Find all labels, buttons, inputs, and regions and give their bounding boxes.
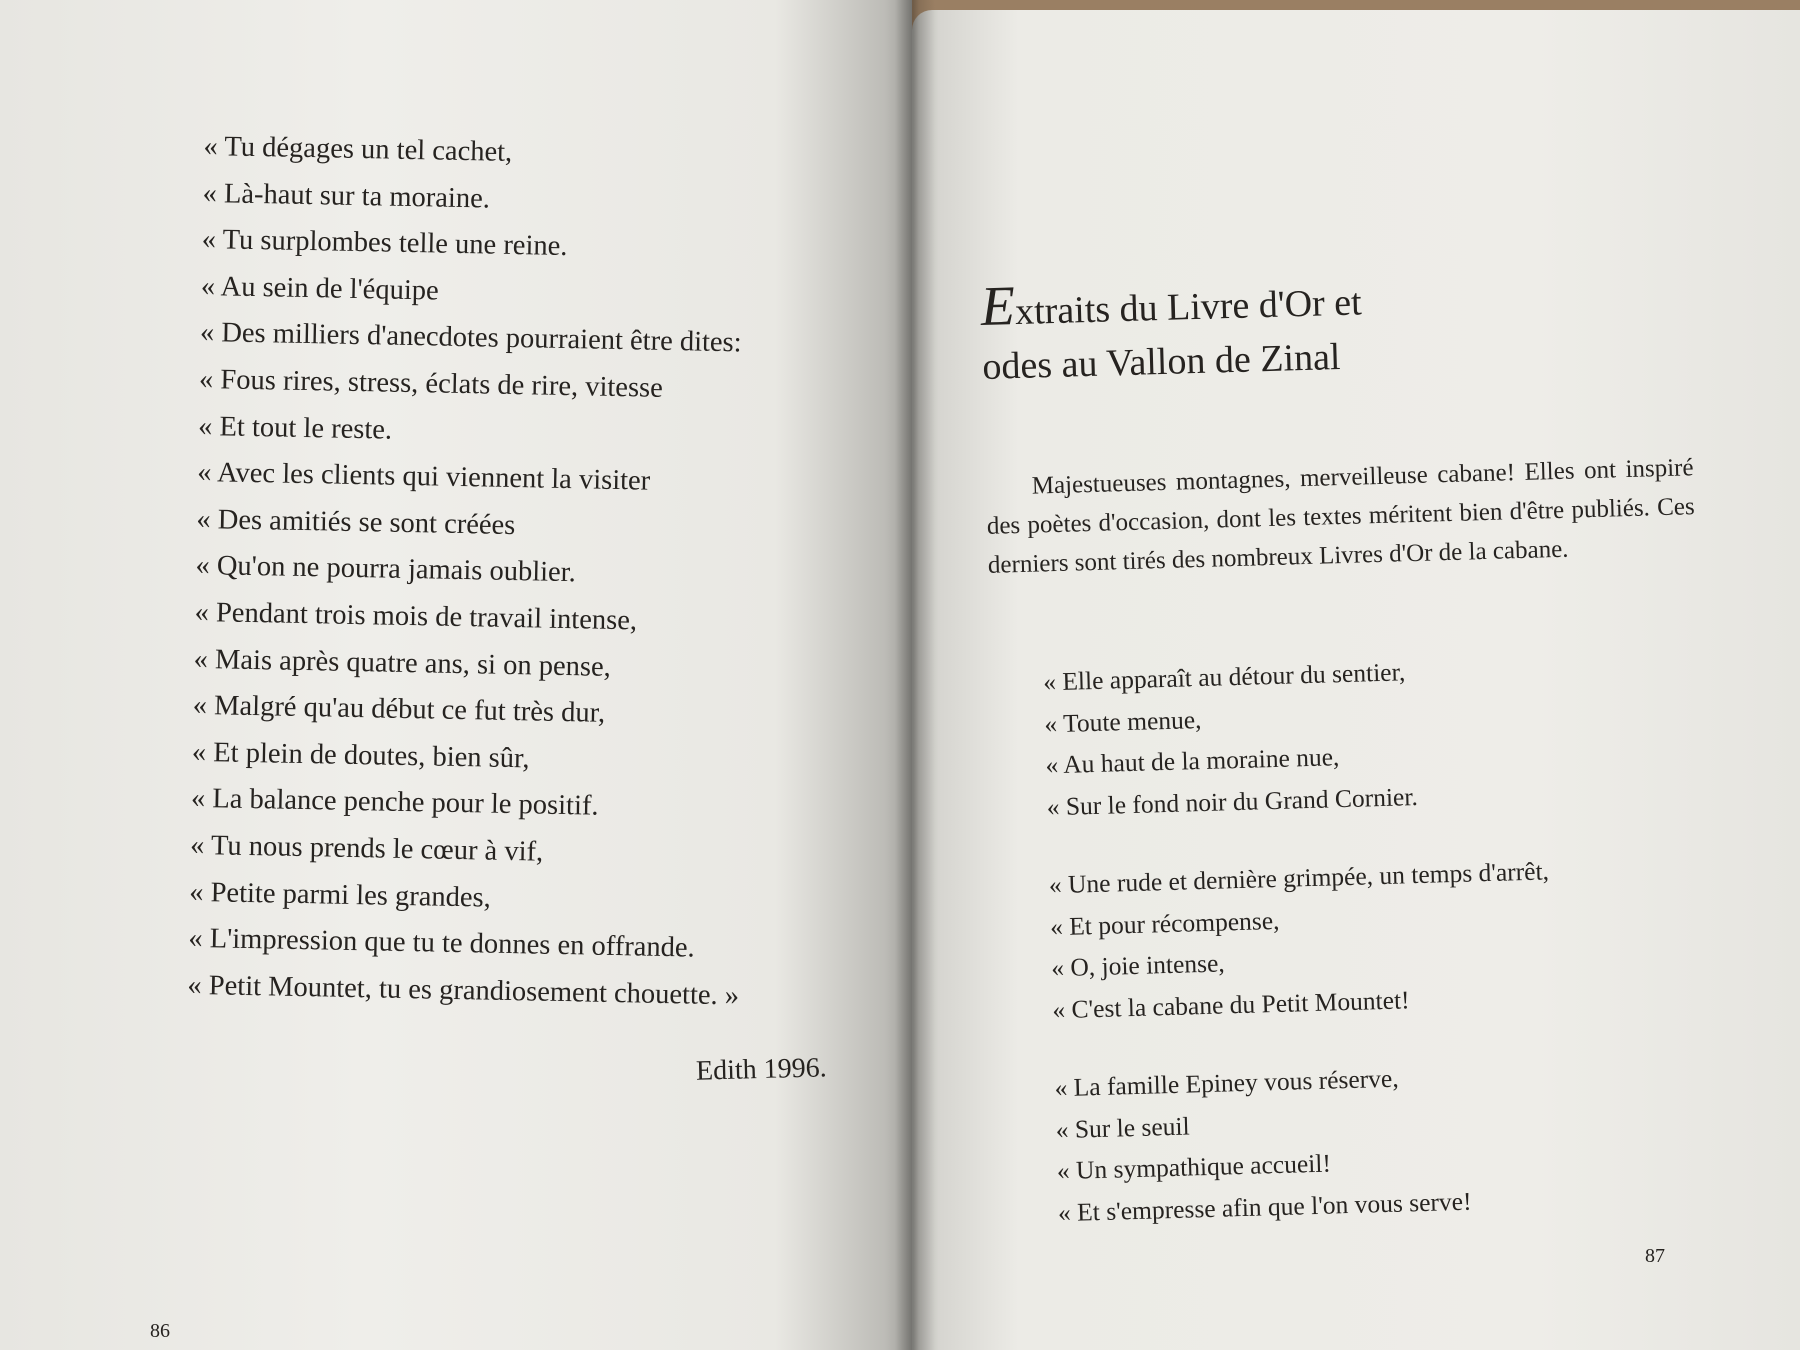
poem-line: « Sur le seuil <box>1055 1110 1190 1144</box>
poem-line: « Une rude et dernière grimpée, un temps d'arrêt, <box>1048 856 1550 900</box>
stanza <box>1048 846 1710 1030</box>
heading-line-2: odes au Vallon de Zinal <box>981 335 1341 388</box>
poem-line: « O, joie intense, <box>1050 948 1226 983</box>
stanza <box>1043 643 1705 827</box>
poem-line: « Tu dégages un tel cachet, <box>203 130 513 168</box>
poem-line: « Au haut de la moraine nue, <box>1045 742 1340 780</box>
poem-line: « Elle apparaît au détour du sentier, <box>1042 657 1406 697</box>
poem-line: « Et plein de doutes, bien sûr, <box>191 736 530 775</box>
poem-line: « Au sein de l'équipe <box>200 270 439 307</box>
stanza <box>1054 1049 1716 1233</box>
right-poem <box>991 643 1717 1235</box>
poem-line: « Des amitiés se sont créées <box>196 503 516 541</box>
poem-line: « Des milliers d'anecdotes pourraient être dites: <box>199 317 742 359</box>
poem-line: « Petite parmi les grandes, <box>188 876 492 914</box>
poem-line: « Et tout le reste. <box>197 410 393 446</box>
poem-line: « Tu nous prends le cœur à vif, <box>189 829 544 868</box>
left-page-number: 86 <box>150 1320 170 1342</box>
poem-line: « Et pour récompense, <box>1049 905 1280 941</box>
poem-line: « Fous rires, stress, éclats de rire, vitesse <box>198 363 664 404</box>
chapter-heading <box>980 260 1693 394</box>
heading-initial: E <box>979 275 1016 338</box>
poem-line: « Qu'on ne pourra jamais oublier. <box>195 550 577 589</box>
poem-line: « Malgré qu'au début ce fut très dur, <box>192 690 606 729</box>
poem-line: « Là-haut sur ta moraine. <box>202 177 491 215</box>
poem-signature: Edith 1996. <box>695 1052 828 1087</box>
intro-paragraph: Majestueuses montagnes, merveilleuse cabane! Elles ont inspiré des poètes d'occasion, dont les textes méritent bien d'être publiés. Ces derniers sont tirés des nombreux Livres d'Or de la cabane. <box>986 454 1695 579</box>
poem-line: « Et s'empresse afin que l'on vous serve! <box>1057 1186 1472 1227</box>
poem-line: « Tu surplombes telle une reine. <box>201 224 568 263</box>
book-gutter <box>895 0 935 1350</box>
poem-line: « Un sympathique accueil! <box>1056 1148 1332 1186</box>
poem-line: « L'impression que tu te donnes en offrande. <box>188 922 695 964</box>
right-page-content <box>980 260 1717 1271</box>
poem-line: « La balance penche pour le positif. <box>190 783 599 823</box>
right-page-number: 87 <box>1645 1245 1665 1267</box>
poem-line: « Toute menue, <box>1044 704 1202 738</box>
heading-line-1-text: xtraits du Livre d'Or et <box>1014 281 1363 334</box>
poem-line: « Petit Mountet, tu es grandiosement chouette. » <box>187 969 740 1012</box>
poem-line: « Mais après quatre ans, si on pense, <box>193 643 612 683</box>
poem-line: « Avec les clients qui viennent la visiter <box>197 457 651 497</box>
poem-line: « Pendant trois mois de travail intense, <box>194 596 638 637</box>
poem-line: « C'est la cabane du Petit Mountet! <box>1051 984 1410 1024</box>
poem-line: « La famille Epiney vous réserve, <box>1054 1063 1399 1103</box>
left-poem <box>187 124 844 1021</box>
poem-line: « Sur le fond noir du Grand Cornier. <box>1046 781 1419 821</box>
